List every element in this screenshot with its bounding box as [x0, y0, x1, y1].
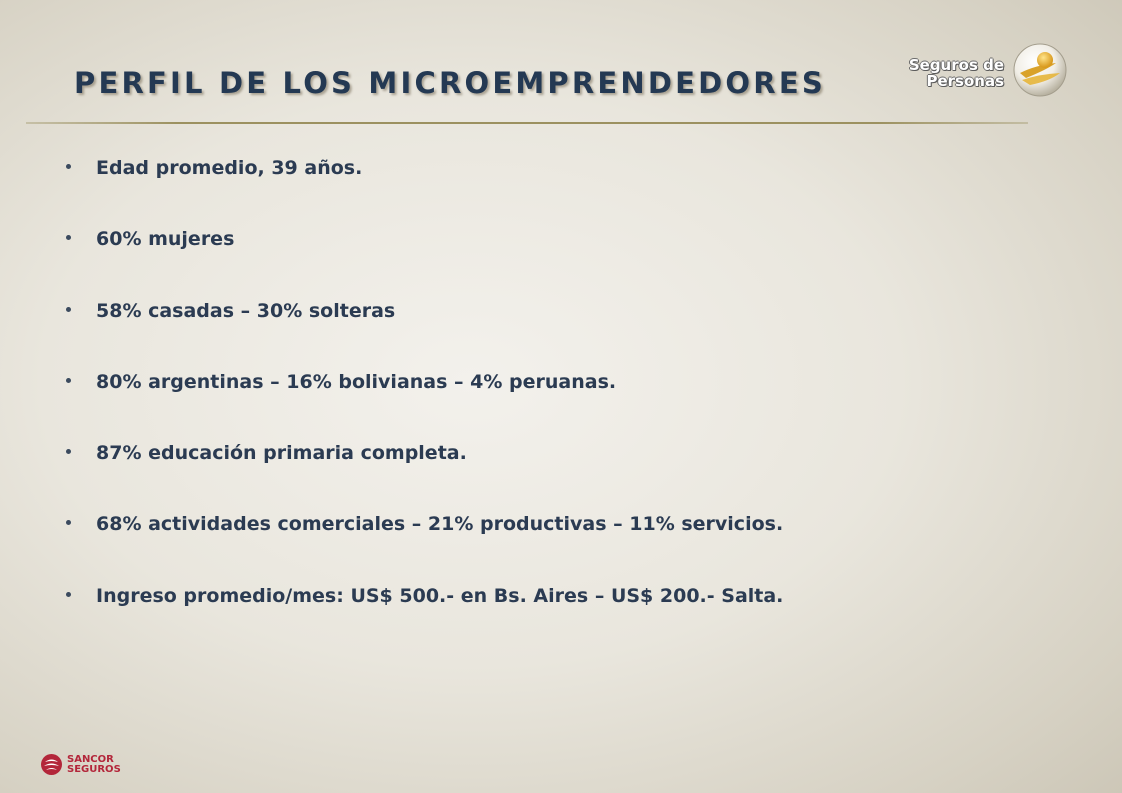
bullet-dot	[66, 235, 71, 240]
sancor-seguros-logo-icon	[40, 753, 63, 776]
bullet-text: 58% casadas – 30% solteras	[96, 299, 396, 322]
bullet-item	[66, 576, 783, 647]
title-divider	[26, 122, 1028, 124]
brand-text	[909, 57, 1004, 89]
bullet-item	[66, 433, 783, 504]
bullet-dot	[66, 378, 71, 383]
bullet-dot	[66, 449, 71, 454]
bullet-text: Edad promedio, 39 años.	[96, 157, 363, 179]
sancor-line-1: SANCOR	[67, 753, 114, 765]
bullet-item	[66, 291, 783, 362]
bullet-item	[66, 362, 783, 433]
sancor-seguros-logo	[40, 753, 121, 776]
bullet-text: 87% educación primaria completa.	[96, 442, 467, 465]
sancor-text	[67, 755, 121, 775]
bullet-dot	[66, 164, 71, 169]
bullet-item	[66, 504, 783, 575]
bullet-item	[66, 148, 783, 219]
bullet-dot	[66, 307, 71, 312]
bullet-item	[66, 219, 783, 290]
brand-line-2: Personas	[926, 72, 1004, 90]
slide-title: PERFIL DE LOS MICROEMPRENDEDORES	[74, 66, 826, 100]
bullet-text: 80% argentinas – 16% bolivianas – 4% peruanas.	[96, 370, 617, 393]
sancor-line-2: SEGUROS	[67, 763, 121, 775]
bullet-list	[66, 148, 783, 647]
brand-block	[909, 40, 1068, 100]
bullet-text: 68% actividades comerciales – 21% productivas – 11% servicios.	[96, 513, 784, 536]
seguros-de-personas-logo-icon	[1012, 40, 1068, 100]
bullet-text: Ingreso promedio/mes: US$ 500.- en Bs. Aires – US$ 200.- Salta.	[96, 584, 784, 607]
brand-line-1: Seguros de	[908, 56, 1004, 74]
bullet-text: 60% mujeres	[96, 228, 235, 251]
bullet-dot	[66, 520, 71, 525]
bullet-dot	[66, 592, 71, 597]
